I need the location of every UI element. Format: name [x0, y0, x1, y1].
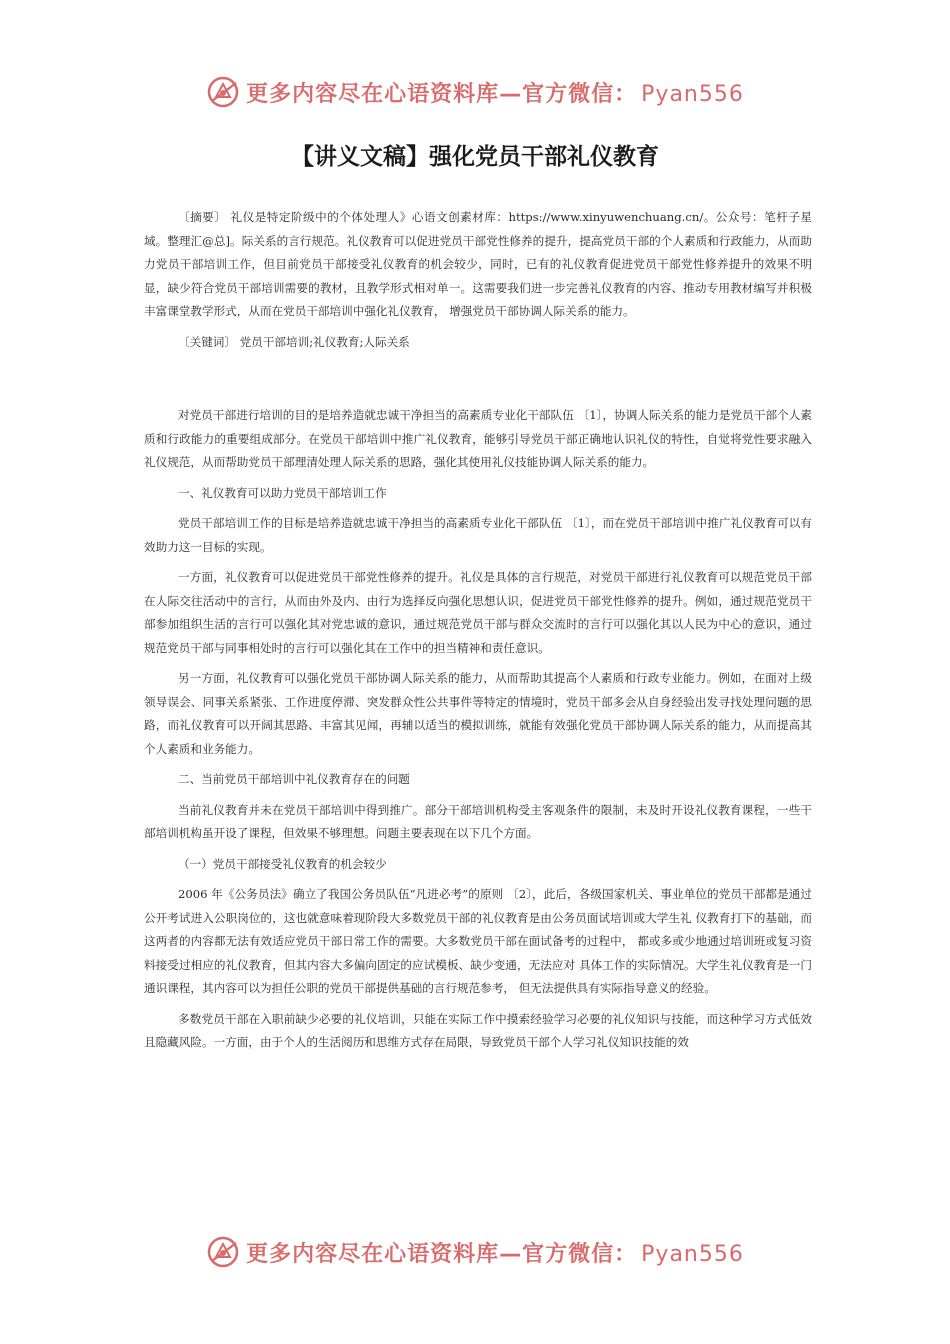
body-paragraph: 2006 年《公务员法》确立了我国公务员队伍“凡进必考”的原则 〔2〕，此后，各级国家机关、事业单位的党员干部都是通过公开考试进入公职岗位的，这也就意味着现阶段大多数党员干部的礼仪教育是由公务员面试培训或大学生礼 仪教育打下的基础，而这两者的内容都无法有效适应党员干部日常工作的需要。大多数党员干部在面试备考的过程中， 都或多或少地通过培训班或复习资料接受过相应的礼仪教育，但其内容大多偏向固定的应试模板、缺少变通，无法应对 具体工作的实际情况。大学生礼仪教育是一门通识课程，其内容可以为担任公职的党员干部提供基础的言行规范参考， 但无法提供具有实际指导意义的经验。	[144, 887, 812, 995]
subsection-heading: （一）党员干部接受礼仪教育的机会较少	[178, 856, 387, 871]
banner-text: 更多内容尽在心语资料库—官方微信： Pyan556	[246, 1241, 744, 1267]
header-banner	[0, 72, 950, 112]
section-heading: 二、当前党员干部培训中礼仪教育存在的问题	[178, 772, 410, 786]
keywords-paragraph: 〔关键词〕 党员干部培训;礼仪教育;人际关系	[178, 334, 410, 349]
banner-text: 更多内容尽在心语资料库—官方微信： Pyan556	[246, 81, 744, 107]
abstract-paragraph: 〔摘要〕 礼仪是特定阶级中的个体处理人》心语文创素材库：https://www.xinyuwenchuang.cn/。公众号：笔杆子星域。整理汇@总]。际关系的言行规范。礼仪教育可以促进党员干部党性修养的提升，提高党员干部的个人素质和行政能力，从而助力党员干部培训工作，但目前党员干部接受礼仪教育的机会较少，同时，已有的礼仪教育促进党员干部党性修养提升的效果不明显，缺少符合党员干部培训需要的教材，且教学形式相对单一。这需要我们进一步完善礼仪教育的内容、推动专用教材编写并积极丰富课堂教学形式，从而在党员干部培训中强化礼仪教育， 增强党员干部协调人际关系的能力。	[144, 210, 812, 318]
document-title: 【讲义文稿】强化党员干部礼仪教育	[291, 144, 659, 170]
body-paragraph: 当前礼仪教育并未在党员干部培训中得到推广。部分干部培训机构受主客观条件的限制，未及时开设礼仪教育课程，一些干部培训机构虽开设了课程，但效果不够理想。问题主要表现在以下几个方面。	[144, 802, 812, 840]
document-body	[144, 206, 812, 1062]
brand-logo-icon	[206, 75, 240, 109]
brand-logo-icon	[206, 1235, 240, 1269]
footer-banner	[0, 1232, 950, 1272]
body-paragraph: 对党员干部进行培训的目的是培养造就忠诚干净担当的高素质专业化干部队伍 〔1〕，协调人际关系的能力是党员干部个人素质和行政能力的重要组成部分。在党员干部培训中推广礼仪教育，能够引导党员干部正确地认识礼仪的特性，自觉将党性要求融入礼仪规范，从而帮助党员干部理清处理人际关系的思路，强化其使用礼仪技能协调人际关系的能力。	[144, 408, 812, 469]
body-paragraph: 另一方面，礼仪教育可以强化党员干部协调人际关系的能力，从而帮助其提高个人素质和行政专业能力。例如，在面对上级领导误会、同事关系紧张、工作进度停滞、突发群众性公共事件等特定的情境时，党员干部多会从自身经验出发寻找处理问题的思路，而礼仪教育可以开阔其思路、丰富其见闻，再辅以适当的模拟训练，就能有效强化党员干部协调人际关系的能力，从而提高其个人素质和业务能力。	[144, 671, 812, 756]
body-paragraph: 多数党员干部在入职前缺少必要的礼仪培训，只能在实际工作中摸索经验学习必要的礼仪知识与技能，而这种学习方式低效且隐藏风险。一方面，由于个人的生活阅历和思维方式存在局限，导致党员干部个人学习礼仪知识技能的效	[144, 1011, 812, 1049]
body-paragraph: 一方面，礼仪教育可以促进党员干部党性修养的提升。礼仪是具体的言行规范，对党员干部进行礼仪教育可以规范党员干部在人际交往活动中的言行，从而由外及内、由行为选择反向强化思想认识，促进党员干部党性修养的提升。例如，通过规范党员干部参加组织生活的言行可以强化其对党忠诚的意识，通过规范党员干部与群众交流时的言行可以强化其以人民为中心的意识，通过规范党员干部与同事相处时的言行可以强化其在工作中的担当精神和责任意识。	[144, 570, 812, 655]
body-paragraph: 党员干部培训工作的目标是培养造就忠诚干净担当的高素质专业化干部队伍 〔1〕，而在党员干部培训中推广礼仪教育可以有效助力这一目标的实现。	[144, 516, 812, 554]
section-heading: 一、礼仪教育可以助力党员干部培训工作	[178, 485, 387, 500]
